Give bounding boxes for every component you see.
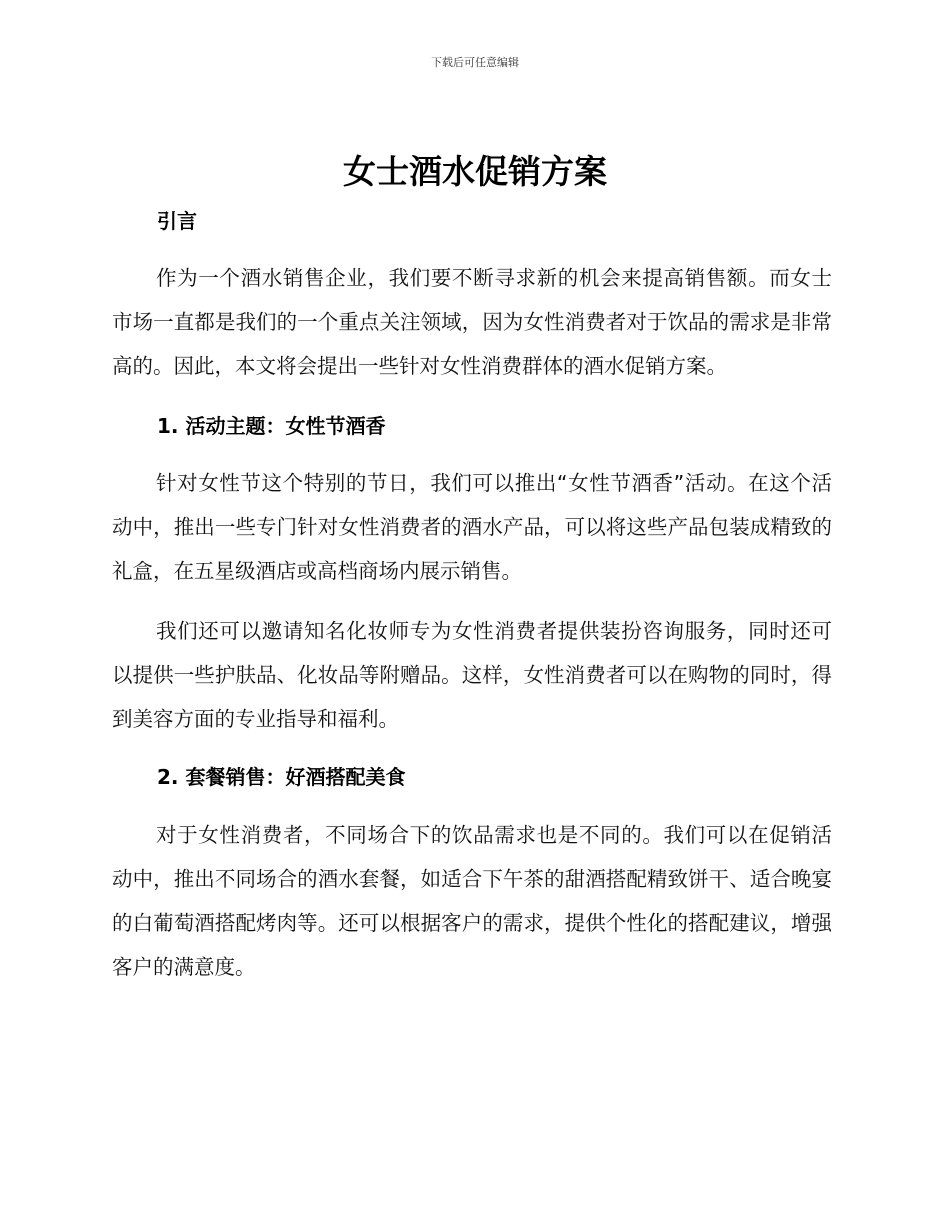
- section1-heading: 1. 活动主题：女性节酒香: [157, 414, 386, 438]
- section1-paragraph-2: 我们还可以邀请知名化妆师专为女性消费者提供装扮咨询服务，同时还可以提供一些护肤品、化妆品等附赠品。这样，女性消费者可以在购物的同时，得到美容方面的专业指导和福利。: [112, 619, 832, 731]
- document-title: 女士酒水促销方案: [343, 152, 607, 191]
- section2-paragraph-1: 对于女性消费者，不同场合下的饮品需求也是不同的。我们可以在促销活动中，推出不同场合的酒水套餐，如适合下午茶的甜酒搭配精致饼干、适合晚宴的白葡萄酒搭配烤肉等。还可以根据客户的需求，提供个性化的搭配建议，增强客户的满意度。: [112, 823, 832, 979]
- section1-paragraph-1: 针对女性节这个特别的节日，我们可以推出“女性节酒香”活动。在这个活动中，推出一些专门针对女性消费者的酒水产品，可以将这些产品包装成精致的礼盒，在五星级酒店或高档商场内展示销售。: [112, 471, 832, 583]
- header-note: 下载后可任意编辑: [431, 56, 519, 69]
- intro-heading: 引言: [157, 209, 197, 233]
- section2-heading: 2. 套餐销售：好酒搭配美食: [157, 765, 406, 789]
- intro-paragraph: 作为一个酒水销售企业，我们要不断寻求新的机会来提高销售额。而女士市场一直都是我们的一个重点关注领域，因为女性消费者对于饮品的需求是非常高的。因此，本文将会提出一些针对女性消费群体的酒水促销方案。: [112, 266, 832, 378]
